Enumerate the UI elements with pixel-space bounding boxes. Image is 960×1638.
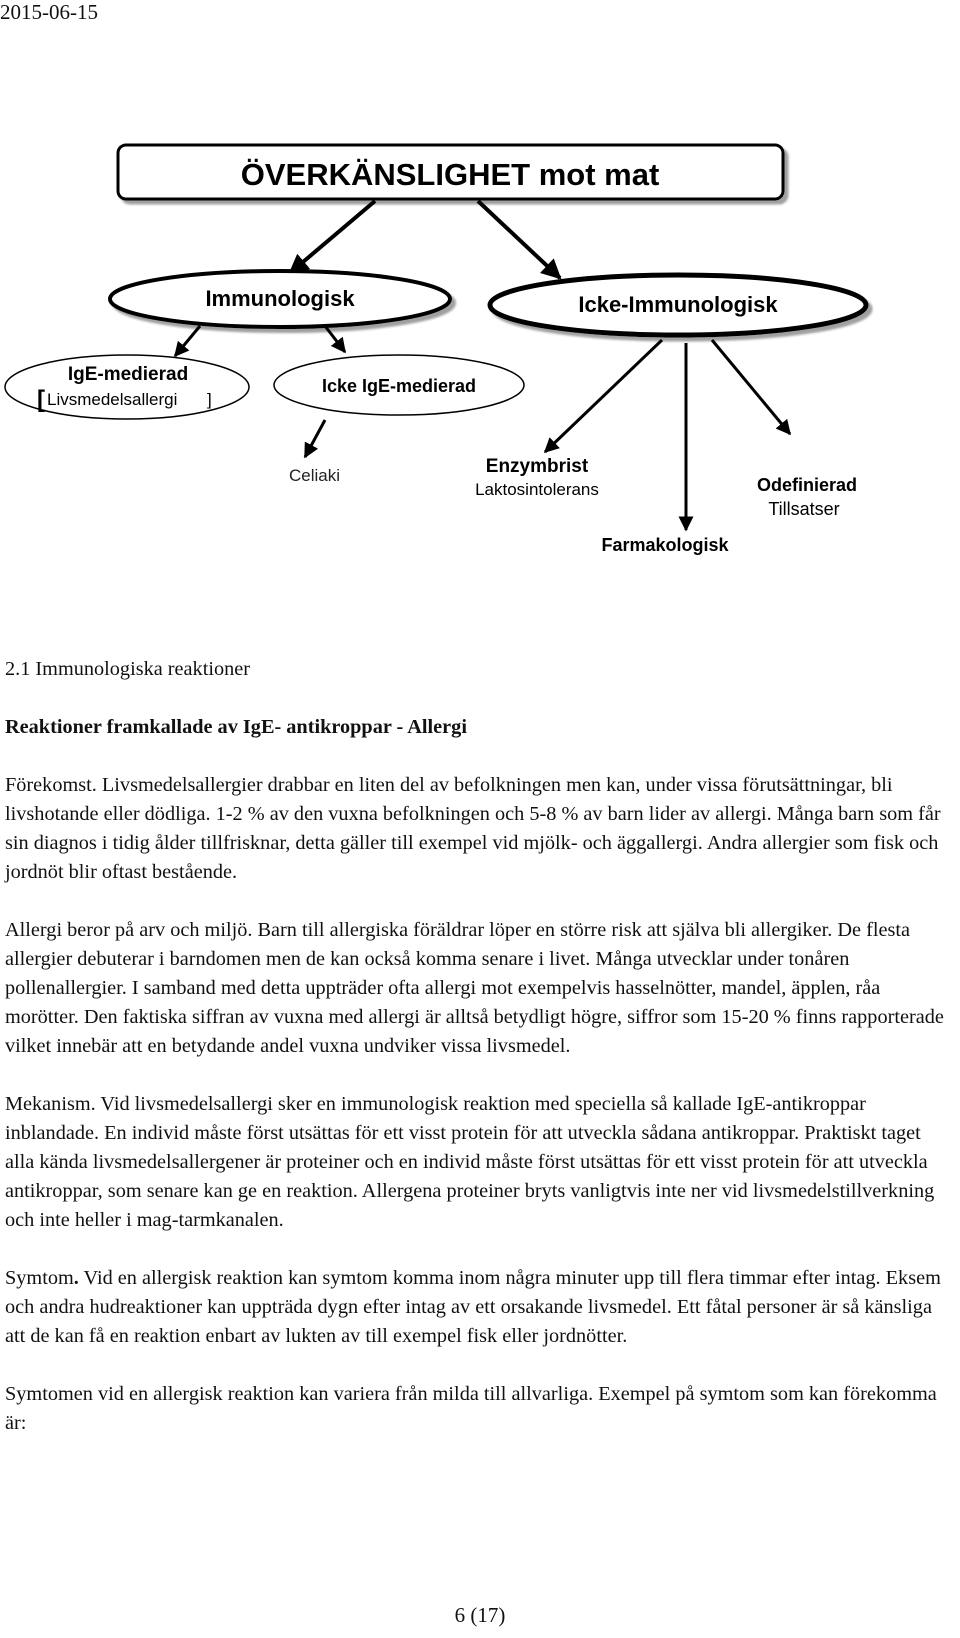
odefinierad-label: Odefinierad <box>756 475 858 495</box>
paragraph-arv-miljo: Allergi beror på arv och miljö. Barn till allergiska föräldrar löper en större risk att själva bli allergiker. De flesta allergier debuterar i barndomen men de kan också komma senare i livet. Många utvecklar under tonåren pollenallergier. I samband med detta uppträder ofta allergi mot exempelvis hasselnötter, mandel, äpplen, råa morötter. Den faktiska siffran av vuxna med allergi är alltså betydligt högre, siffror som 15-20 % finns rapporterade vilket innebär att en betydande andel vuxna undviker vissa livsmedel. <box>5 919 944 1057</box>
symtom-rest: Vid en allergisk reaktion kan symtom komma inom några minuter upp till flera timmar efter intag. Eksem och andra hudreaktioner kan uppträda dygn efter intag av ett orsakande livsmedel. Ett fåtal personer är så känsliga att de kan få en reaktion enbart av lukten av till exempel fisk eller jordnötter. <box>5 1267 941 1347</box>
icke-immunologisk-label: Icke-Immunologisk <box>578 292 778 317</box>
document-body <box>5 655 955 1438</box>
arrow-title-to-icke-immunologisk <box>478 201 560 278</box>
arrow-title-to-immunologisk <box>290 201 375 273</box>
immunologisk-label: Immunologisk <box>205 286 355 311</box>
arrow-to-odefinierad <box>712 340 790 434</box>
celiaki-label: Celiaki <box>289 466 341 485</box>
farmakologisk-label: Farmakologisk <box>601 535 729 555</box>
symtom-dot: . <box>73 1267 79 1289</box>
livsmedelsallergi-label: Livsmedelsallergi <box>47 390 178 409</box>
paragraph-mekanism: Mekanism. Vid livsmedelsallergi sker en immunologisk reaktion med speciella så kallade IgE-antikroppar inblandade. En individ måste först utsättas för ett visst protein för att utveckla sådana antikroppar. Praktiskt taget alla kända livsmedelsallergener är proteiner och en individ måste först utsättas för ett visst protein för att utveckla antikroppar, som senare kan ge en reaktion. Allergena proteiner bryts vanligtvis inte ner vid livsmedelstillverkning och inte heller i mag-tarmkanalen. <box>5 1093 935 1231</box>
arrow-to-enzymbrist <box>545 340 662 452</box>
arrow-to-celiaki <box>305 420 325 457</box>
arrow-to-icke-ige-medierad <box>325 326 345 352</box>
paragraph-symtom <box>5 1264 955 1351</box>
hypersensitivity-diagram <box>0 130 960 570</box>
diagram-title: ÖVERKÄNSLIGHET mot mat <box>240 157 660 192</box>
ige-medierad-label: IgE-medierad <box>67 364 189 385</box>
section-heading: 2.1 Immunologiska reaktioner <box>5 658 251 680</box>
bracket-close: ] <box>207 390 212 409</box>
tillsatser-label: Tillsatser <box>768 499 840 519</box>
laktosintolerans-label: Laktosintolerans <box>475 480 599 499</box>
page-number: 6 (17) <box>454 1603 506 1627</box>
paragraph-symtomen: Symtomen vid en allergisk reaktion kan variera från milda till allvarliga. Exempel på symtom som kan förekomma är: <box>5 1383 937 1434</box>
enzymbrist-label: Enzymbrist <box>485 456 589 477</box>
arrow-to-ige-medierad <box>175 326 200 356</box>
page-date: 2015-06-15 <box>0 0 98 24</box>
icke-ige-medierad-label: Icke IgE-medierad <box>321 376 477 396</box>
section-subheading: Reaktioner framkallade av IgE- antikroppar - Allergi <box>5 716 467 738</box>
bracket-open: [ <box>37 386 45 413</box>
symtom-lead: Symtom <box>5 1267 74 1289</box>
paragraph-forekomst: Förekomst. Livsmedelsallergier drabbar en liten del av befolkningen men kan, under vissa förutsättningar, bli livshotande eller dödliga. 1-2 % av den vuxna befolkningen och 5-8 % av barn lider av allergi. Många barn som får sin diagnos i tidig ålder tillfrisknar, detta gäller till exempel vid mjölk- och äggallergi. Andra allergier som fisk och jordnöt blir oftast bestående. <box>5 774 941 883</box>
